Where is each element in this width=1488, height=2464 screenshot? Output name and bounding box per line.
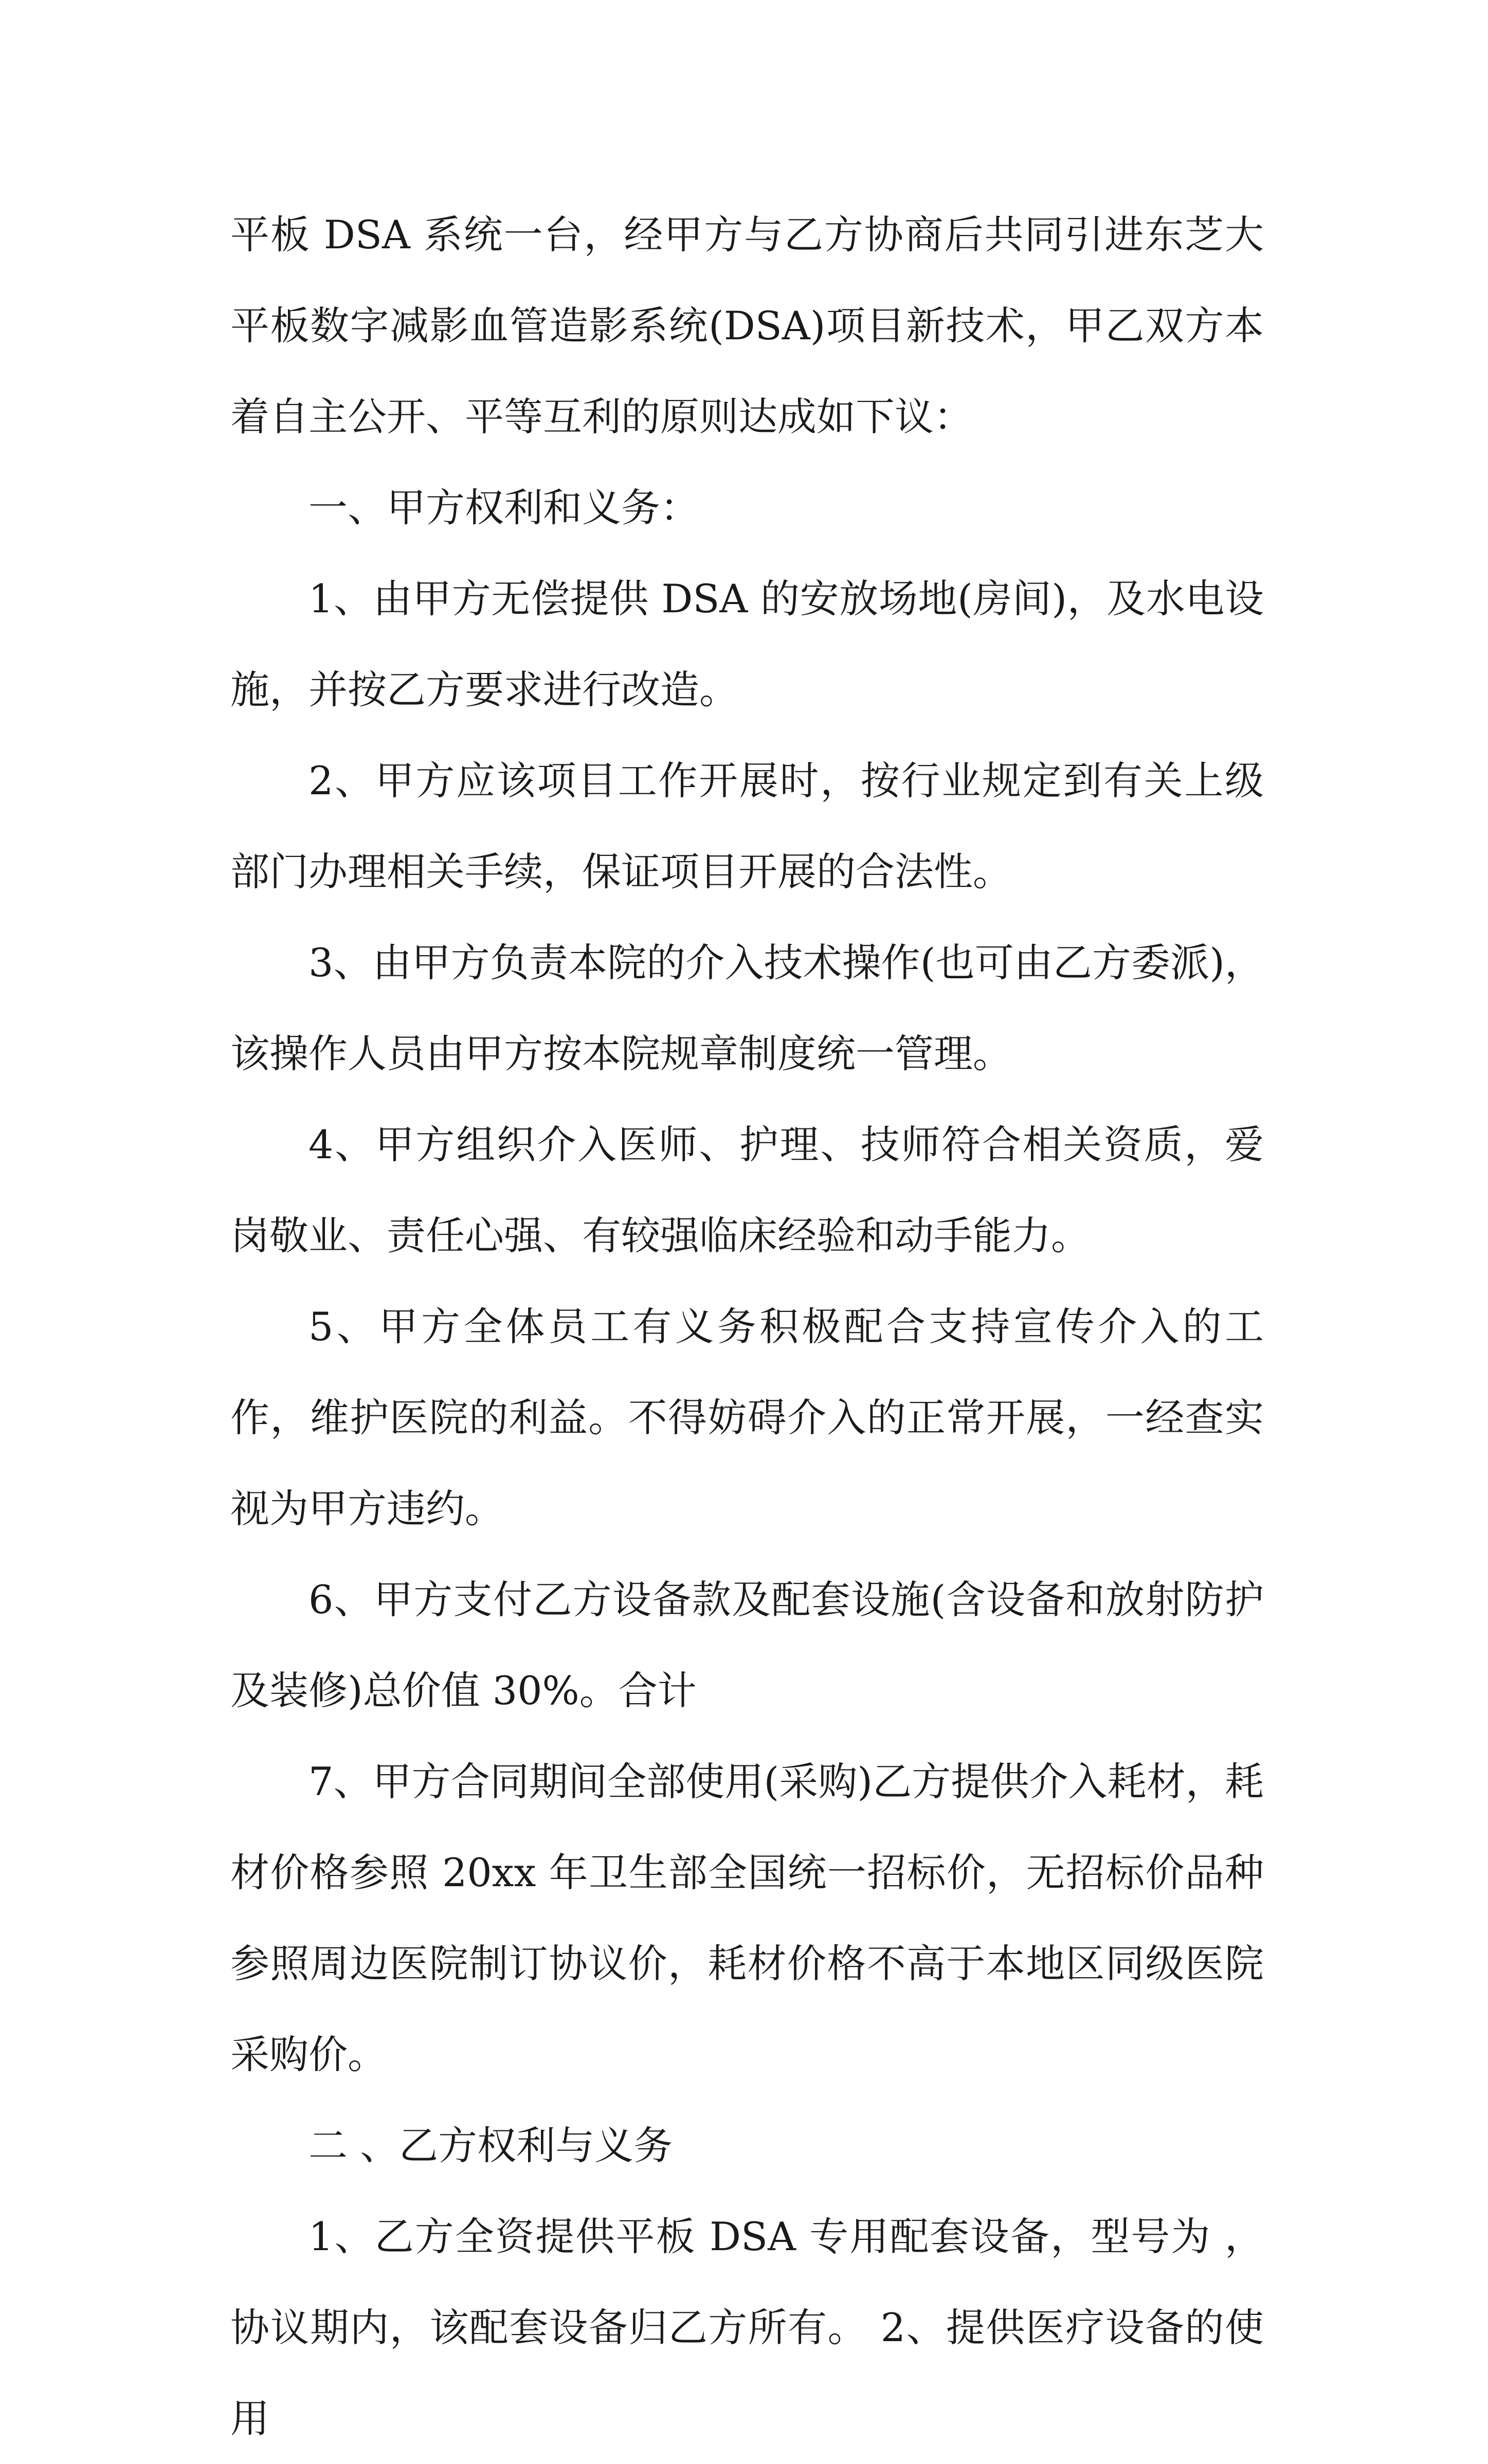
clause-a-6: 6、甲方支付乙方设备款及配套设施(含设备和放射防护及装修)总价值 30%。合计 — [230, 1577, 1264, 1713]
clause-a-3: 3、由甲方负责本院的介入技术操作(也可由乙方委派)，该操作人员由甲方按本院规章制度统一管理。 — [230, 940, 1264, 1076]
clause-a-7: 7、甲方合同期间全部使用(采购)乙方提供介入耗材，耗材价格参照 20xx 年卫生部全国统一招标价，无招标价品种参照周边医院制订协议价，耗材价格不高于本地区同级医院采购价。 — [230, 1759, 1264, 2077]
section-heading-party-a: 一、甲方权利和义务： — [309, 485, 699, 531]
clause-b-1: 1、乙方全资提供平板 DSA 专用配套设备，型号为 ，协议期内，该配套设备归乙方所有。 2、提供医疗设备的使用 — [230, 2214, 1264, 2441]
clause-a-2: 2、甲方应该项目工作开展时，按行业规定到有关上级部门办理相关手续，保证项目开展的合法性。 — [230, 758, 1264, 895]
paragraph-intro: 平板 DSA 系统一台，经甲方与乙方协商后共同引进东芝大平板数字减影血管造影系统(DSA)项目新技术，甲乙双方本着自主公开、平等互利的原则达成如下议： — [230, 212, 1264, 440]
clause-a-1: 1、由甲方无偿提供 DSA 的安放场地(房间)，及水电设施，并按乙方要求进行改造。 — [230, 576, 1264, 713]
section-heading-party-b: 二 、乙方权利与义务 — [309, 2123, 673, 2168]
document-body — [230, 189, 1264, 2464]
clause-a-5: 5、甲方全体员工有义务积极配合支持宣传介入的工作，维护医院的利益。不得妨碍介入的正常开展，一经查实视为甲方违约。 — [230, 1304, 1264, 1531]
clause-a-4: 4、甲方组织介入医师、护理、技师符合相关资质，爱岗敬业、责任心强、有较强临床经验和动手能力。 — [230, 1122, 1264, 1258]
